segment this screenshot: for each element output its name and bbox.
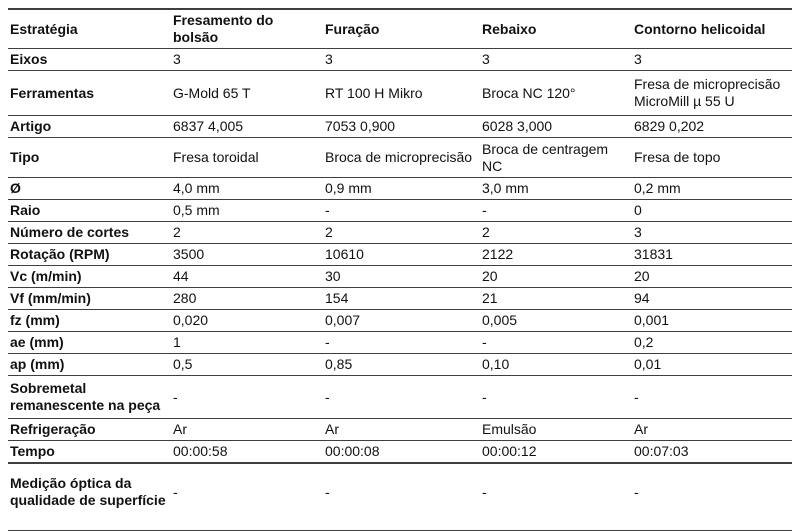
cell-eixos-col3: 3	[482, 51, 490, 67]
row-label-vf: Vf (mm/min)	[10, 290, 91, 306]
row-label-tipo: Tipo	[10, 149, 40, 165]
cell-eixos-col2: 3	[325, 51, 333, 67]
table-row-refrigeracao	[8, 419, 792, 441]
table-row-vc	[8, 266, 792, 288]
cell-rotacao-rpm-col2: 10610	[325, 246, 364, 262]
cell-fz-col2: 0,007	[325, 312, 361, 328]
row-label-refrigeracao: Refrigeração	[10, 421, 96, 437]
cell-numero-de-cortes-col2: 2	[325, 224, 333, 240]
table-row-diametro	[8, 178, 792, 200]
cell-eixos-col4: 3	[634, 51, 642, 67]
row-label-diametro: Ø	[10, 180, 21, 196]
cell-raio-col1: 0,5 mm	[173, 202, 220, 218]
cell-tempo-col3: 00:00:12	[482, 443, 537, 459]
header-col-furacao: Furação	[325, 20, 380, 37]
cell-diametro-col3: 3,0 mm	[482, 180, 529, 196]
table-row-medicao-optica	[8, 464, 792, 531]
cell-tipo-col4: Fresa de topo	[634, 149, 721, 165]
row-label-numero-de-cortes: Número de cortes	[10, 224, 130, 240]
cell-refrigeracao-col3: Emulsão	[482, 421, 537, 437]
cell-fz-col4: 0,001	[634, 312, 670, 328]
cell-ae-col2: -	[325, 334, 330, 350]
cell-tipo-col3: Broca de centragem NC	[482, 140, 609, 174]
cell-tempo-col4: 00:07:03	[634, 443, 689, 459]
cell-medicao-optica-col2: -	[325, 483, 330, 500]
table-row-ap	[8, 354, 792, 376]
cell-numero-de-cortes-col3: 2	[482, 224, 490, 240]
cell-artigo-col4: 6829 0,202	[634, 118, 705, 134]
cell-refrigeracao-col4: Ar	[634, 421, 648, 437]
cell-numero-de-cortes-col4: 3	[634, 224, 642, 240]
table-body	[8, 49, 792, 531]
cell-vf-col4: 94	[634, 290, 650, 306]
row-label-fz: fz (mm)	[10, 312, 60, 328]
row-label-artigo: Artigo	[10, 118, 52, 134]
row-label-rotacao-rpm: Rotação (RPM)	[10, 246, 110, 262]
cell-vf-col3: 21	[482, 290, 498, 306]
cell-fz-col1: 0,020	[173, 312, 209, 328]
cell-raio-col3: -	[482, 202, 487, 218]
cell-artigo-col3: 6028 3,000	[482, 118, 553, 134]
table-row-tipo	[8, 138, 792, 178]
cell-vc-col4: 20	[634, 268, 650, 284]
cell-vf-col2: 154	[325, 290, 349, 306]
cell-raio-col4: 0	[634, 202, 642, 218]
cell-ae-col4: 0,2	[634, 334, 654, 350]
cell-ae-col1: 1	[173, 334, 181, 350]
header-col-contorno-helicoidal: Contorno helicoidal	[634, 20, 766, 37]
cell-diametro-col2: 0,9 mm	[325, 180, 372, 196]
cell-medicao-optica-col4: -	[634, 483, 639, 500]
cell-sobremetal-col1: -	[173, 388, 178, 405]
cell-vc-col2: 30	[325, 268, 341, 284]
row-label-raio: Raio	[10, 202, 41, 218]
cell-artigo-col1: 6837 4,005	[173, 118, 244, 134]
row-label-medicao-optica: Medição óptica da qualidade de superfície	[10, 475, 166, 508]
cell-rotacao-rpm-col3: 2122	[482, 246, 514, 262]
cell-tempo-col2: 00:00:08	[325, 443, 380, 459]
cell-ferramentas-col1: G-Mold 65 T	[173, 84, 251, 101]
cell-tipo-col1: Fresa toroidal	[173, 149, 259, 165]
cell-rotacao-rpm-col4: 31831	[634, 246, 673, 262]
table-row-eixos	[8, 49, 792, 71]
table-header-row	[8, 10, 792, 49]
row-label-tempo: Tempo	[10, 443, 55, 459]
cell-ap-col2: 0,85	[325, 356, 353, 372]
table-row-sobremetal	[8, 376, 792, 419]
cell-vc-col3: 20	[482, 268, 498, 284]
cell-ap-col1: 0,5	[173, 356, 193, 372]
cell-fz-col3: 0,005	[482, 312, 518, 328]
cell-diametro-col1: 4,0 mm	[173, 180, 220, 196]
cell-vf-col1: 280	[173, 290, 197, 306]
table-row-numero-de-cortes	[8, 222, 792, 244]
cell-ferramentas-col3: Broca NC 120°	[482, 84, 576, 101]
table-row-vf	[8, 288, 792, 310]
cell-medicao-optica-col1: -	[173, 483, 178, 500]
row-label-ap: ap (mm)	[10, 356, 65, 372]
row-label-vc: Vc (m/min)	[10, 268, 82, 284]
row-label-eixos: Eixos	[10, 51, 48, 67]
table-row-ae	[8, 332, 792, 354]
cell-raio-col2: -	[325, 202, 330, 218]
cell-diametro-col4: 0,2 mm	[634, 180, 681, 196]
table-row-ferramentas	[8, 71, 792, 116]
cell-sobremetal-col4: -	[634, 388, 639, 405]
cell-tipo-col2: Broca de microprecisão	[325, 149, 473, 165]
cell-ferramentas-col2: RT 100 H Mikro	[325, 84, 423, 101]
cell-eixos-col1: 3	[173, 51, 181, 67]
table-row-tempo	[8, 441, 792, 464]
header-strategy-label: Estratégia	[10, 20, 78, 37]
table-row-raio	[8, 200, 792, 222]
cell-ae-col3: -	[482, 334, 487, 350]
cell-ap-col3: 0,10	[482, 356, 510, 372]
cell-artigo-col2: 7053 0,900	[325, 118, 396, 134]
cell-ap-col4: 0,01	[634, 356, 662, 372]
cell-refrigeracao-col1: Ar	[173, 421, 187, 437]
cell-sobremetal-col2: -	[325, 388, 330, 405]
table-row-fz	[8, 310, 792, 332]
cell-medicao-optica-col3: -	[482, 483, 487, 500]
cell-tempo-col1: 00:00:58	[173, 443, 228, 459]
machining-parameters-table	[8, 8, 792, 531]
row-label-ae: ae (mm)	[10, 334, 64, 350]
cell-rotacao-rpm-col1: 3500	[173, 246, 205, 262]
row-label-ferramentas: Ferramentas	[10, 84, 95, 101]
cell-numero-de-cortes-col1: 2	[173, 224, 181, 240]
header-col-rebaixo: Rebaixo	[482, 20, 537, 37]
table-row-rotacao-rpm	[8, 244, 792, 266]
table-row-artigo	[8, 116, 792, 138]
cell-vc-col1: 44	[173, 268, 189, 284]
cell-refrigeracao-col2: Ar	[325, 421, 339, 437]
row-label-sobremetal: Sobremetal remanescente na peça	[10, 380, 161, 413]
cell-sobremetal-col3: -	[482, 388, 487, 405]
cell-ferramentas-col4: Fresa de microprecisão MicroMill µ 55 U	[634, 76, 781, 109]
header-col-fresamento-do-bolsao: Fresamento do bolsão	[173, 12, 274, 45]
